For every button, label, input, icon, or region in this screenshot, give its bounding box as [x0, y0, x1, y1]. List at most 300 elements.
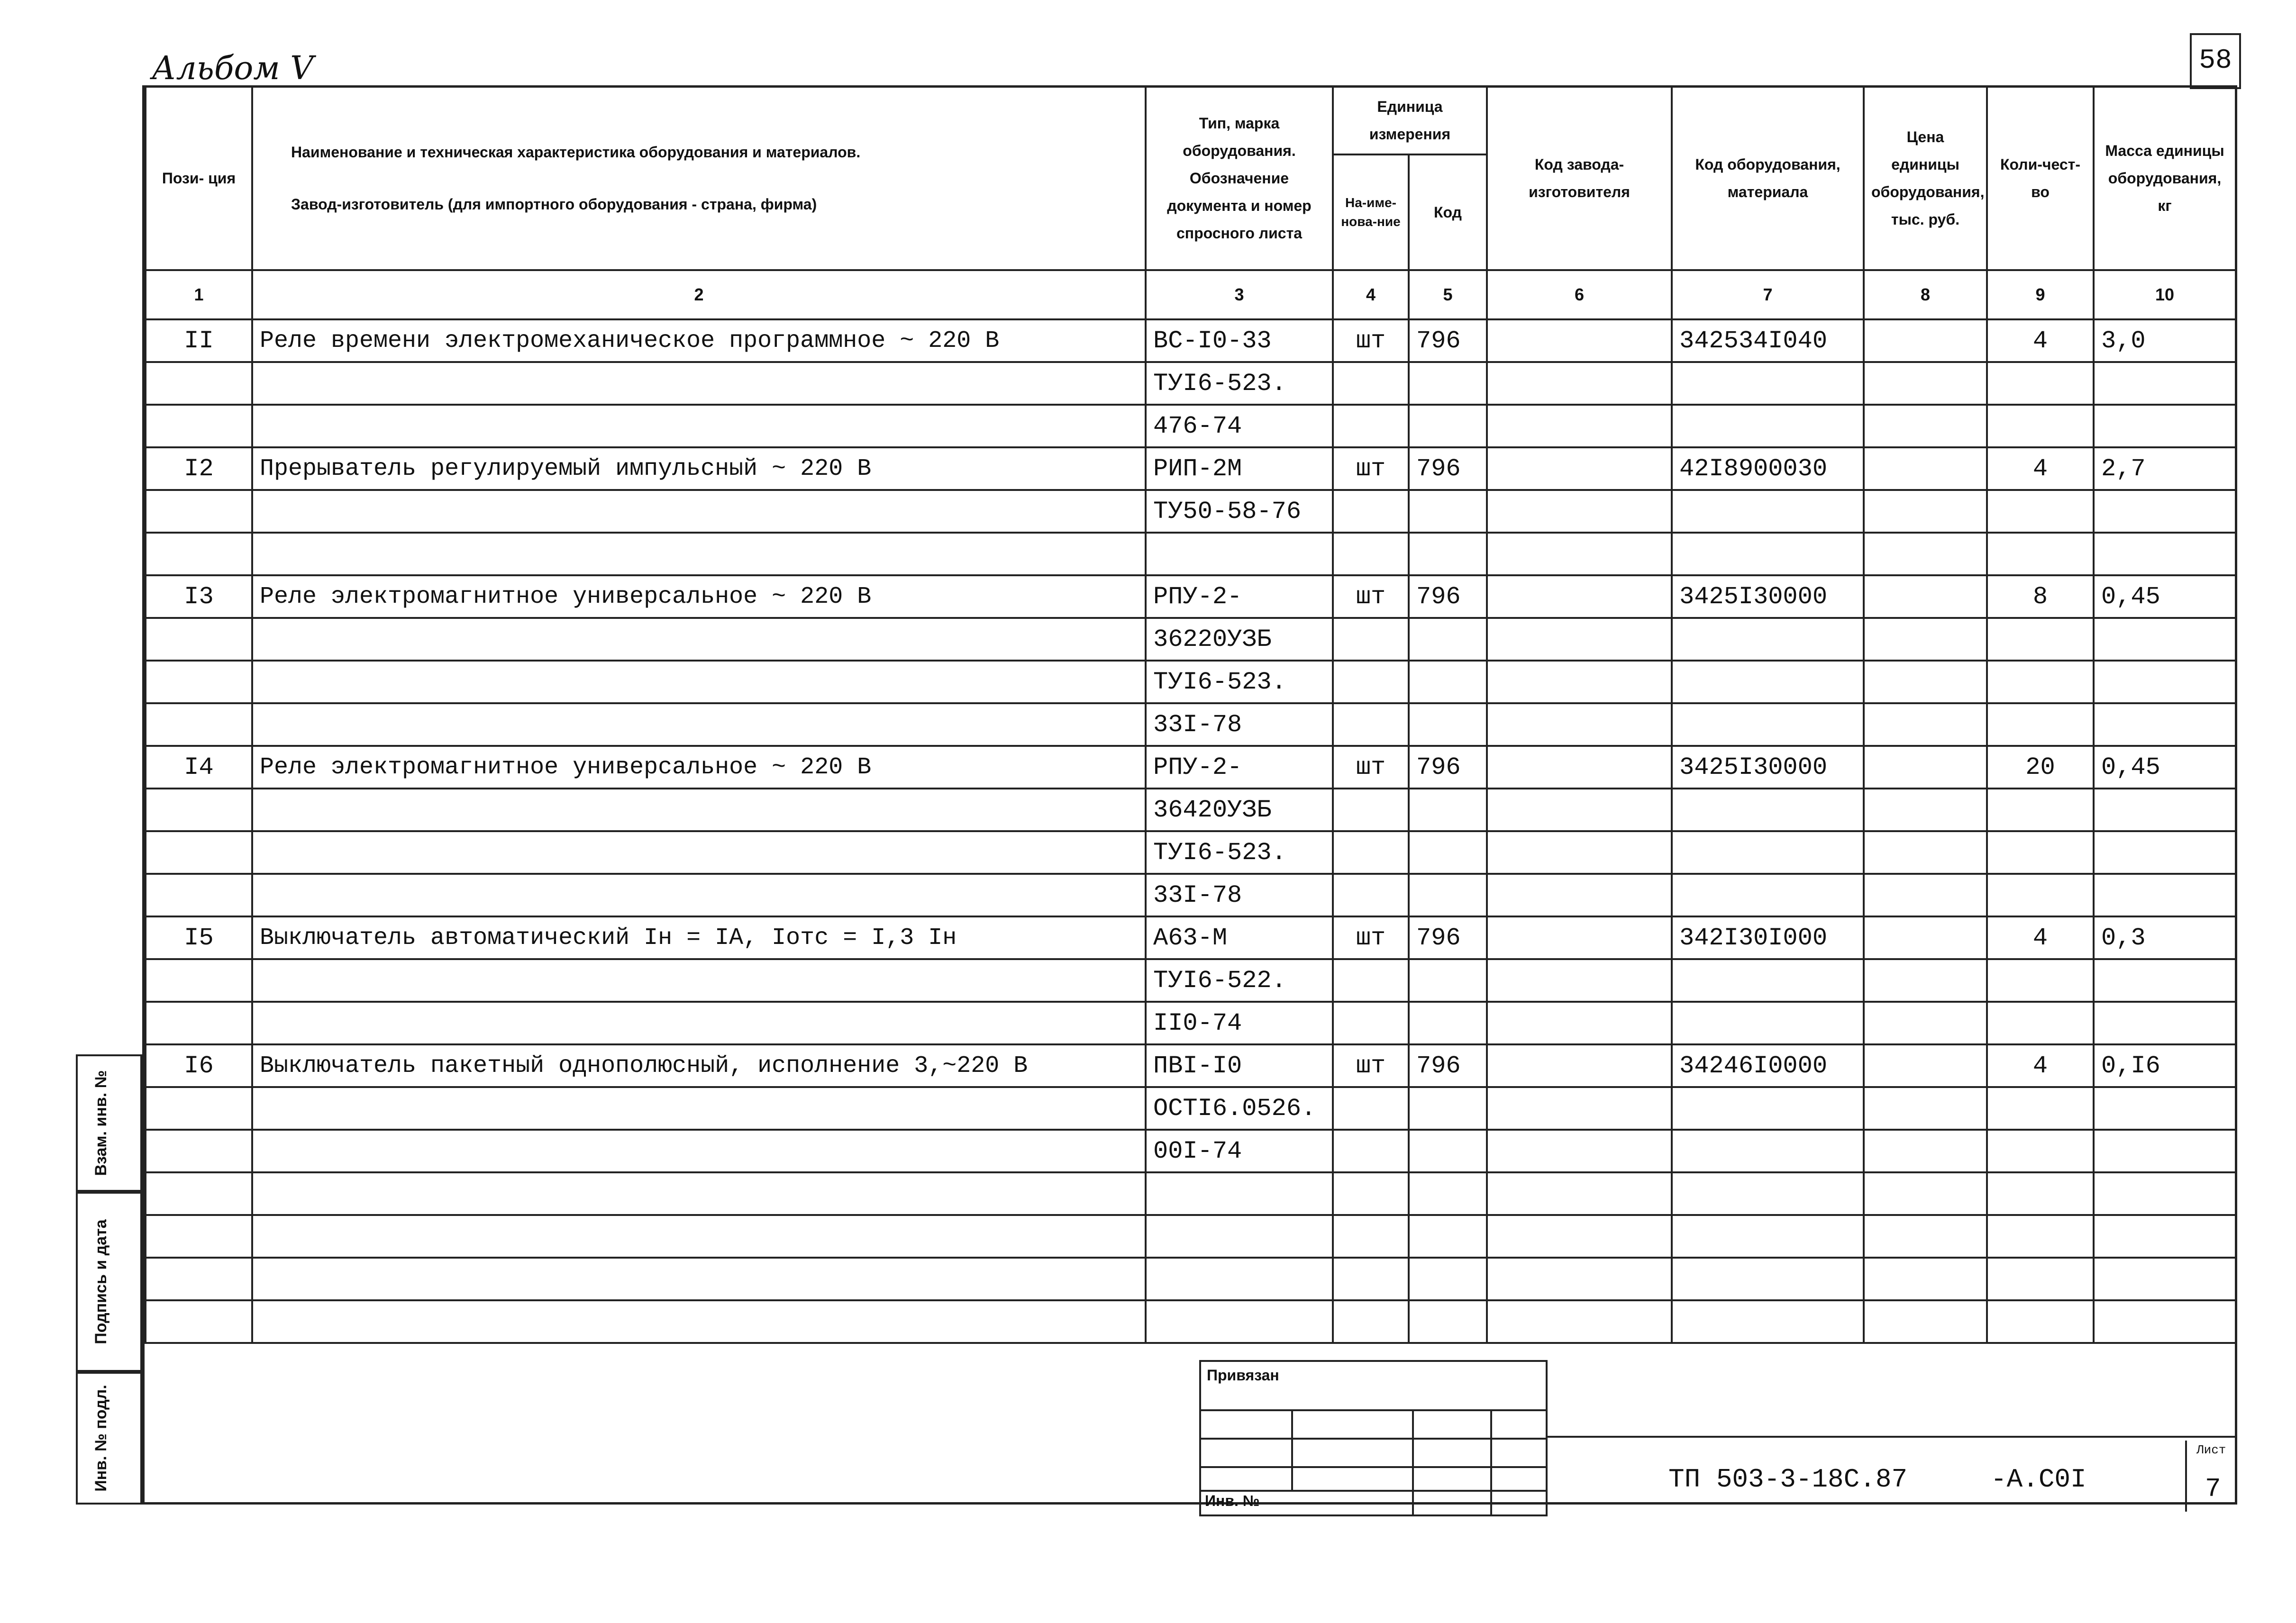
name-cell: Прерыватель регулируемый импульсный ~ 220 В	[252, 447, 1146, 490]
type-cell: 36220УЗБ	[1146, 618, 1333, 661]
mass-cell: 0,45	[2094, 575, 2236, 618]
unit-name-cell	[1333, 533, 1409, 575]
name-cell	[252, 1215, 1146, 1258]
name-cell	[252, 703, 1146, 746]
mass-cell	[2094, 1215, 2236, 1258]
quantity-cell: 4	[1987, 319, 2094, 362]
name-cell: Реле времени электромеханическое программное ~ 220 В	[252, 319, 1146, 362]
table-row	[146, 959, 2236, 1002]
mass-cell	[2094, 703, 2236, 746]
stamp-signature-date-label: Подпись и дата	[92, 1219, 110, 1344]
unit-name-cell	[1333, 362, 1409, 405]
name-cell	[252, 1002, 1146, 1044]
name-cell	[252, 1130, 1146, 1172]
quantity-cell	[1987, 1130, 2094, 1172]
unit-name-cell	[1333, 874, 1409, 916]
header-unit: Единица измерения	[1333, 86, 1487, 154]
maker-code-cell	[1487, 575, 1672, 618]
header-row	[146, 86, 2236, 154]
price-cell	[1864, 1087, 1987, 1130]
type-cell: ВС-I0-33	[1146, 319, 1333, 362]
column-number: 2	[252, 270, 1146, 319]
unit-name-cell	[1333, 490, 1409, 533]
header-pos: Пози- ция	[146, 86, 252, 270]
position-cell	[146, 1130, 252, 1172]
stamp-original-inv	[76, 1372, 142, 1505]
name-cell	[252, 959, 1146, 1002]
position-cell	[146, 362, 252, 405]
unit-code-cell	[1409, 405, 1487, 447]
stamp-replaced-inv	[76, 1054, 142, 1192]
type-cell: 00I-74	[1146, 1130, 1333, 1172]
unit-code-cell	[1409, 1130, 1487, 1172]
header-unit-name: На-име-нова-ние	[1333, 154, 1409, 270]
mass-cell: 0,45	[2094, 746, 2236, 789]
column-number: 7	[1672, 270, 1864, 319]
mass-cell	[2094, 362, 2236, 405]
unit-code-cell: 796	[1409, 447, 1487, 490]
price-cell	[1864, 1130, 1987, 1172]
maker-code-cell	[1487, 831, 1672, 874]
position-cell	[146, 618, 252, 661]
mass-cell	[2094, 831, 2236, 874]
table-row	[146, 1130, 2236, 1172]
mass-cell: 2,7	[2094, 447, 2236, 490]
maker-code-cell	[1487, 319, 1672, 362]
mass-cell	[2094, 1130, 2236, 1172]
name-cell: Выключатель пакетный однополюсный, исполнение 3,~220 В	[252, 1044, 1146, 1087]
table-body	[146, 319, 2236, 1343]
maker-code-cell	[1487, 1002, 1672, 1044]
position-cell	[146, 1087, 252, 1130]
unit-code-cell	[1409, 789, 1487, 831]
maker-code-cell	[1487, 1258, 1672, 1300]
mass-cell	[2094, 1002, 2236, 1044]
maker-code-cell	[1487, 789, 1672, 831]
header-name	[252, 86, 1146, 270]
quantity-cell	[1987, 533, 2094, 575]
price-cell	[1864, 916, 1987, 959]
unit-name-cell	[1333, 1002, 1409, 1044]
quantity-cell	[1987, 618, 2094, 661]
unit-code-cell: 796	[1409, 575, 1487, 618]
binding-label: Привязан	[1207, 1367, 1279, 1384]
name-cell	[252, 831, 1146, 874]
price-cell	[1864, 1215, 1987, 1258]
type-cell	[1146, 1258, 1333, 1300]
maker-code-cell	[1487, 490, 1672, 533]
unit-code-cell: 796	[1409, 916, 1487, 959]
price-cell	[1864, 746, 1987, 789]
maker-code-cell	[1487, 405, 1672, 447]
mass-cell	[2094, 874, 2236, 916]
table-row	[146, 661, 2236, 703]
name-cell: Реле электромагнитное универсальное ~ 220 В	[252, 575, 1146, 618]
header-maker-code: Код завода-изготовителя	[1487, 86, 1672, 270]
unit-name-cell	[1333, 1300, 1409, 1343]
type-cell: 33I-78	[1146, 874, 1333, 916]
unit-name-cell: шт	[1333, 746, 1409, 789]
quantity-cell	[1987, 362, 2094, 405]
price-cell	[1864, 1002, 1987, 1044]
quantity-cell	[1987, 405, 2094, 447]
quantity-cell	[1987, 1172, 2094, 1215]
type-cell: ТУI6-523.	[1146, 362, 1333, 405]
position-cell	[146, 1002, 252, 1044]
equipment-code-cell	[1672, 661, 1864, 703]
mass-cell	[2094, 661, 2236, 703]
column-number: 4	[1333, 270, 1409, 319]
quantity-cell	[1987, 831, 2094, 874]
name-cell	[252, 490, 1146, 533]
type-cell: РИП-2М	[1146, 447, 1333, 490]
type-cell: ТУI6-523.	[1146, 661, 1333, 703]
table-row	[146, 618, 2236, 661]
unit-code-cell: 796	[1409, 319, 1487, 362]
type-cell: 476-74	[1146, 405, 1333, 447]
position-cell	[146, 1258, 252, 1300]
document-suffix: -А.С0I	[1991, 1464, 2086, 1495]
mass-cell: 0,I6	[2094, 1044, 2236, 1087]
unit-name-cell	[1333, 1087, 1409, 1130]
quantity-cell	[1987, 661, 2094, 703]
quantity-cell: 8	[1987, 575, 2094, 618]
position-cell	[146, 831, 252, 874]
maker-code-cell	[1487, 661, 1672, 703]
unit-code-cell	[1409, 1002, 1487, 1044]
table-row	[146, 1215, 2236, 1258]
maker-code-cell	[1487, 1087, 1672, 1130]
unit-code-cell	[1409, 362, 1487, 405]
table-row	[146, 746, 2236, 789]
sheet-value: 7	[2205, 1474, 2221, 1504]
price-cell	[1864, 362, 1987, 405]
header-unit-code: Код	[1409, 154, 1487, 270]
unit-code-cell	[1409, 618, 1487, 661]
unit-code-cell	[1409, 874, 1487, 916]
quantity-cell: 20	[1987, 746, 2094, 789]
type-cell: ПВI-I0	[1146, 1044, 1333, 1087]
unit-name-cell	[1333, 618, 1409, 661]
name-cell	[252, 661, 1146, 703]
stamp-signature-date	[76, 1192, 142, 1372]
mass-cell	[2094, 1087, 2236, 1130]
sheet-box	[2185, 1441, 2239, 1512]
name-cell	[252, 405, 1146, 447]
maker-code-cell	[1487, 447, 1672, 490]
maker-code-cell	[1487, 916, 1672, 959]
column-number: 3	[1146, 270, 1333, 319]
unit-name-cell: шт	[1333, 916, 1409, 959]
name-cell	[252, 1258, 1146, 1300]
maker-code-cell	[1487, 874, 1672, 916]
maker-code-cell	[1487, 1172, 1672, 1215]
equipment-code-cell	[1672, 618, 1864, 661]
table-row	[146, 789, 2236, 831]
position-cell	[146, 1172, 252, 1215]
mass-cell	[2094, 533, 2236, 575]
price-cell	[1864, 661, 1987, 703]
quantity-cell	[1987, 490, 2094, 533]
equipment-code-cell	[1672, 405, 1864, 447]
specification-table	[145, 85, 2237, 1344]
name-cell	[252, 1300, 1146, 1343]
price-cell	[1864, 1300, 1987, 1343]
header-qty: Коли-чест-во	[1987, 86, 2094, 270]
table-row	[146, 362, 2236, 405]
quantity-cell	[1987, 789, 2094, 831]
type-cell: ТУI6-523.	[1146, 831, 1333, 874]
quantity-cell: 4	[1987, 916, 2094, 959]
price-cell	[1864, 1258, 1987, 1300]
sheet-label: Лист	[2196, 1443, 2226, 1457]
price-cell	[1864, 533, 1987, 575]
table-row	[146, 1300, 2236, 1343]
type-cell: 36420УЗБ	[1146, 789, 1333, 831]
position-cell: I5	[146, 916, 252, 959]
mass-cell	[2094, 490, 2236, 533]
maker-code-cell	[1487, 1044, 1672, 1087]
quantity-cell	[1987, 959, 2094, 1002]
maker-code-cell	[1487, 533, 1672, 575]
unit-name-cell: шт	[1333, 319, 1409, 362]
mass-cell: 0,3	[2094, 916, 2236, 959]
maker-code-cell	[1487, 1215, 1672, 1258]
type-cell: 33I-78	[1146, 703, 1333, 746]
equipment-code-cell	[1672, 703, 1864, 746]
name-cell: Выключатель автоматический Iн = IA, Iотс = I,3 Iн	[252, 916, 1146, 959]
name-cell: Реле электромагнитное универсальное ~ 220 В	[252, 746, 1146, 789]
type-cell: ТУI6-522.	[1146, 959, 1333, 1002]
equipment-code-cell	[1672, 1215, 1864, 1258]
unit-name-cell: шт	[1333, 575, 1409, 618]
price-cell	[1864, 447, 1987, 490]
quantity-cell	[1987, 703, 2094, 746]
table-row	[146, 319, 2236, 362]
position-cell	[146, 533, 252, 575]
table-row	[146, 703, 2236, 746]
mass-cell	[2094, 1300, 2236, 1343]
document-number: ТП 503-3-18С.87	[1668, 1464, 1908, 1495]
mass-cell	[2094, 405, 2236, 447]
unit-name-cell	[1333, 959, 1409, 1002]
unit-code-cell: 796	[1409, 1044, 1487, 1087]
position-cell: I6	[146, 1044, 252, 1087]
position-cell	[146, 490, 252, 533]
column-number: 6	[1487, 270, 1672, 319]
price-cell	[1864, 319, 1987, 362]
table-row	[146, 447, 2236, 490]
position-cell: I3	[146, 575, 252, 618]
table-row	[146, 1258, 2236, 1300]
maker-code-cell	[1487, 1130, 1672, 1172]
header-name-line2: Завод-изготовитель (для импортного оборудования - страна, фирма)	[291, 196, 817, 213]
position-cell: I2	[146, 447, 252, 490]
maker-code-cell	[1487, 959, 1672, 1002]
name-cell	[252, 362, 1146, 405]
mass-cell	[2094, 959, 2236, 1002]
equipment-code-cell	[1672, 789, 1864, 831]
name-cell	[252, 618, 1146, 661]
price-cell	[1864, 618, 1987, 661]
position-cell	[146, 874, 252, 916]
maker-code-cell	[1487, 618, 1672, 661]
unit-name-cell	[1333, 405, 1409, 447]
table-row	[146, 533, 2236, 575]
position-cell	[146, 405, 252, 447]
type-cell: РПУ-2-	[1146, 746, 1333, 789]
price-cell	[1864, 959, 1987, 1002]
price-cell	[1864, 405, 1987, 447]
table-row	[146, 1044, 2236, 1087]
equipment-code-cell	[1672, 831, 1864, 874]
equipment-code-cell: 3425I30000	[1672, 746, 1864, 789]
name-cell	[252, 1087, 1146, 1130]
header-name-line1: Наименование и техническая характеристика оборудования и материалов.	[291, 144, 861, 161]
equipment-code-cell: 342I30I000	[1672, 916, 1864, 959]
unit-name-cell	[1333, 1258, 1409, 1300]
album-label: Альбом V	[152, 50, 314, 87]
type-cell	[1146, 533, 1333, 575]
price-cell	[1864, 703, 1987, 746]
maker-code-cell	[1487, 746, 1672, 789]
mass-cell: 3,0	[2094, 319, 2236, 362]
stamp-replaced-inv-label: Взам. инв. №	[92, 1070, 110, 1176]
unit-code-cell	[1409, 831, 1487, 874]
unit-name-cell	[1333, 661, 1409, 703]
unit-name-cell: шт	[1333, 447, 1409, 490]
table-row	[146, 874, 2236, 916]
unit-name-cell	[1333, 831, 1409, 874]
type-cell: ОСТI6.0526.	[1146, 1087, 1333, 1130]
mass-cell	[2094, 1258, 2236, 1300]
quantity-cell	[1987, 1215, 2094, 1258]
equipment-code-cell	[1672, 959, 1864, 1002]
equipment-code-cell	[1672, 1130, 1864, 1172]
quantity-cell: 4	[1987, 1044, 2094, 1087]
quantity-cell	[1987, 1300, 2094, 1343]
unit-name-cell: шт	[1333, 1044, 1409, 1087]
header-mass: Масса единицы оборудования, кг	[2094, 86, 2236, 270]
column-number: 5	[1409, 270, 1487, 319]
position-cell: I4	[146, 746, 252, 789]
unit-name-cell	[1333, 1215, 1409, 1258]
name-cell	[252, 789, 1146, 831]
unit-code-cell	[1409, 703, 1487, 746]
type-cell: II0-74	[1146, 1002, 1333, 1044]
price-cell	[1864, 1172, 1987, 1215]
unit-code-cell	[1409, 1258, 1487, 1300]
name-cell	[252, 533, 1146, 575]
position-cell	[146, 959, 252, 1002]
header-type: Тип, марка оборудования. Обозначение документа и номер спросного листа	[1146, 86, 1333, 270]
column-number: 10	[2094, 270, 2236, 319]
table-row	[146, 1087, 2236, 1130]
column-number-row	[146, 270, 2236, 319]
name-cell	[252, 874, 1146, 916]
equipment-code-cell	[1672, 490, 1864, 533]
header-equip-code: Код оборудования, материала	[1672, 86, 1864, 270]
name-cell	[252, 1172, 1146, 1215]
inv-label: Инв. №	[1205, 1492, 1260, 1509]
table-row	[146, 916, 2236, 959]
position-cell	[146, 1300, 252, 1343]
position-cell	[146, 789, 252, 831]
price-cell	[1864, 789, 1987, 831]
column-number: 9	[1987, 270, 2094, 319]
equipment-code-cell	[1672, 533, 1864, 575]
price-cell	[1864, 575, 1987, 618]
quantity-cell	[1987, 1002, 2094, 1044]
equipment-code-cell	[1672, 362, 1864, 405]
equipment-code-cell: 42I8900030	[1672, 447, 1864, 490]
maker-code-cell	[1487, 1300, 1672, 1343]
type-cell: ТУ50-58-76	[1146, 490, 1333, 533]
unit-code-cell	[1409, 1172, 1487, 1215]
type-cell	[1146, 1172, 1333, 1215]
price-cell	[1864, 490, 1987, 533]
table-row	[146, 575, 2236, 618]
equipment-code-cell	[1672, 1300, 1864, 1343]
unit-code-cell	[1409, 1300, 1487, 1343]
unit-code-cell	[1409, 533, 1487, 575]
quantity-cell	[1987, 1258, 2094, 1300]
column-number: 8	[1864, 270, 1987, 319]
table-row	[146, 831, 2236, 874]
equipment-code-cell	[1672, 1258, 1864, 1300]
position-cell	[146, 1215, 252, 1258]
unit-name-cell	[1333, 1172, 1409, 1215]
quantity-cell	[1987, 874, 2094, 916]
equipment-code-cell: 342534I040	[1672, 319, 1864, 362]
table-row	[146, 1172, 2236, 1215]
mass-cell	[2094, 1172, 2236, 1215]
unit-code-cell	[1409, 661, 1487, 703]
equipment-code-cell	[1672, 1087, 1864, 1130]
price-cell	[1864, 1044, 1987, 1087]
position-cell	[146, 703, 252, 746]
unit-code-cell	[1409, 959, 1487, 1002]
type-cell	[1146, 1215, 1333, 1258]
equipment-code-cell: 34246I0000	[1672, 1044, 1864, 1087]
position-cell	[146, 661, 252, 703]
stamp-original-inv-label: Инв. № подл.	[92, 1385, 110, 1492]
binding-stamp	[1199, 1360, 1548, 1516]
unit-name-cell	[1333, 789, 1409, 831]
table-row	[146, 405, 2236, 447]
type-cell: РПУ-2-	[1146, 575, 1333, 618]
unit-name-cell	[1333, 703, 1409, 746]
unit-code-cell	[1409, 490, 1487, 533]
table-row	[146, 1002, 2236, 1044]
price-cell	[1864, 874, 1987, 916]
quantity-cell	[1987, 1087, 2094, 1130]
maker-code-cell	[1487, 362, 1672, 405]
type-cell	[1146, 1300, 1333, 1343]
equipment-code-cell: 3425I30000	[1672, 575, 1864, 618]
equipment-code-cell	[1672, 874, 1864, 916]
unit-name-cell	[1333, 1130, 1409, 1172]
sheet-number: 58	[2190, 33, 2241, 89]
table-row	[146, 490, 2236, 533]
mass-cell	[2094, 618, 2236, 661]
unit-code-cell	[1409, 1087, 1487, 1130]
equipment-code-cell	[1672, 1172, 1864, 1215]
maker-code-cell	[1487, 703, 1672, 746]
equipment-code-cell	[1672, 1002, 1864, 1044]
price-cell	[1864, 831, 1987, 874]
header-price: Цена единицы оборудования, тыс. руб.	[1864, 86, 1987, 270]
